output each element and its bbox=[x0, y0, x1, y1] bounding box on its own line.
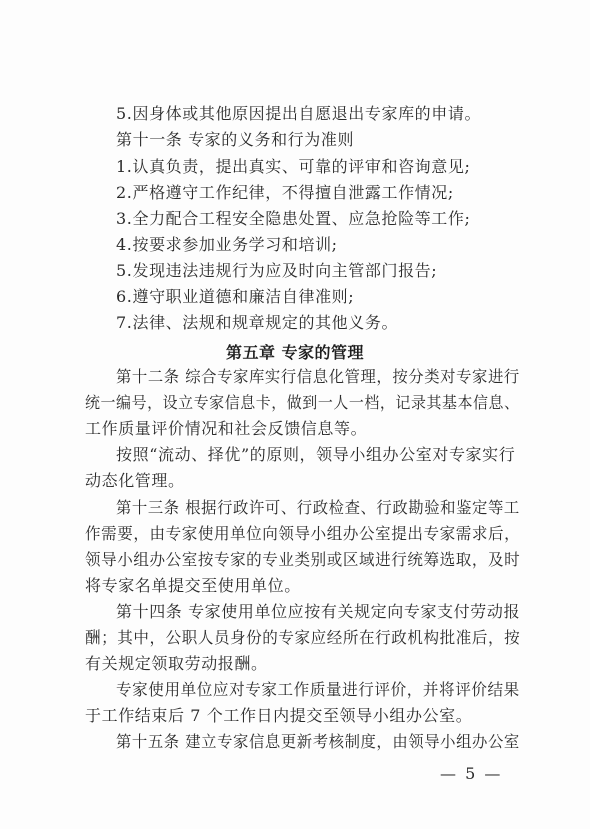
paragraph-line: 1.认真负责，提出真实、可靠的评审和咨询意见; bbox=[116, 157, 471, 176]
paragraph-line: 第十二条 综合专家库实行信息化管理，按分类对专家进行 bbox=[116, 367, 520, 386]
paragraph-line: 5.因身体或其他原因提出自愿退出专家库的申请。 bbox=[116, 104, 482, 123]
paragraph-line: 将专家名单提交至使用单位。 bbox=[85, 576, 301, 595]
paragraph-line: 6.遵守职业道德和廉洁自律准则; bbox=[116, 287, 355, 306]
paragraph-line: 3.全力配合工程安全隐患处置、应急抢险等工作; bbox=[116, 209, 471, 228]
paragraph-line: 作需要，由专家使用单位向领导小组办公室提出专家需求后， bbox=[85, 524, 521, 543]
paragraph-line: 第十五条 建立专家信息更新考核制度，由领导小组办公室 bbox=[116, 732, 520, 751]
article-title-line: 第十一条 专家的义务和行为准则 bbox=[116, 130, 355, 149]
paragraph-line: 专家使用单位应对专家工作质量进行评价，并将评价结果 bbox=[116, 680, 520, 699]
paragraph-line: 工作质量评价情况和社会反馈信息等。 bbox=[85, 419, 368, 438]
paragraph-line: 于工作结束后 7 个工作日内提交至领导小组办公室。 bbox=[85, 706, 473, 725]
paragraph-line: 动态化管理。 bbox=[85, 471, 185, 490]
chapter-heading: 第五章 专家的管理 bbox=[225, 343, 365, 362]
paragraph-line: 酬；其中，公职人员身份的专家应经所在行政机构批准后，按 bbox=[85, 628, 521, 647]
paragraph-line: 第十四条 专家使用单位应按有关规定向专家支付劳动报 bbox=[116, 602, 521, 621]
paragraph-line: 领导小组办公室按专家的专业类别或区域进行统筹选取，及时 bbox=[85, 550, 521, 569]
paragraph-line: 4.按要求参加业务学习和培训; bbox=[116, 235, 338, 254]
paragraph-line: 5.发现违法违规行为应及时向主管部门报告; bbox=[116, 261, 438, 280]
paragraph-line: 统一编号，设立专家信息卡，做到一人一档，记录其基本信息、 bbox=[85, 393, 520, 412]
paragraph-line: 2.严格遵守工作纪律，不得擅自泄露工作情况; bbox=[116, 183, 454, 202]
paragraph-line: 7.法律、法规和规章规定的其他义务。 bbox=[116, 313, 399, 332]
paragraph-line: 按照“流动、择优”的原则，领导小组办公室对专家实行 bbox=[116, 445, 516, 464]
paragraph-line: 有关规定领取劳动报酬。 bbox=[85, 654, 268, 673]
paragraph-line: 第十三条 根据行政许可、行政检查、行政勘验和鉴定等工 bbox=[116, 498, 520, 517]
page-number: — 5 — bbox=[440, 764, 503, 783]
